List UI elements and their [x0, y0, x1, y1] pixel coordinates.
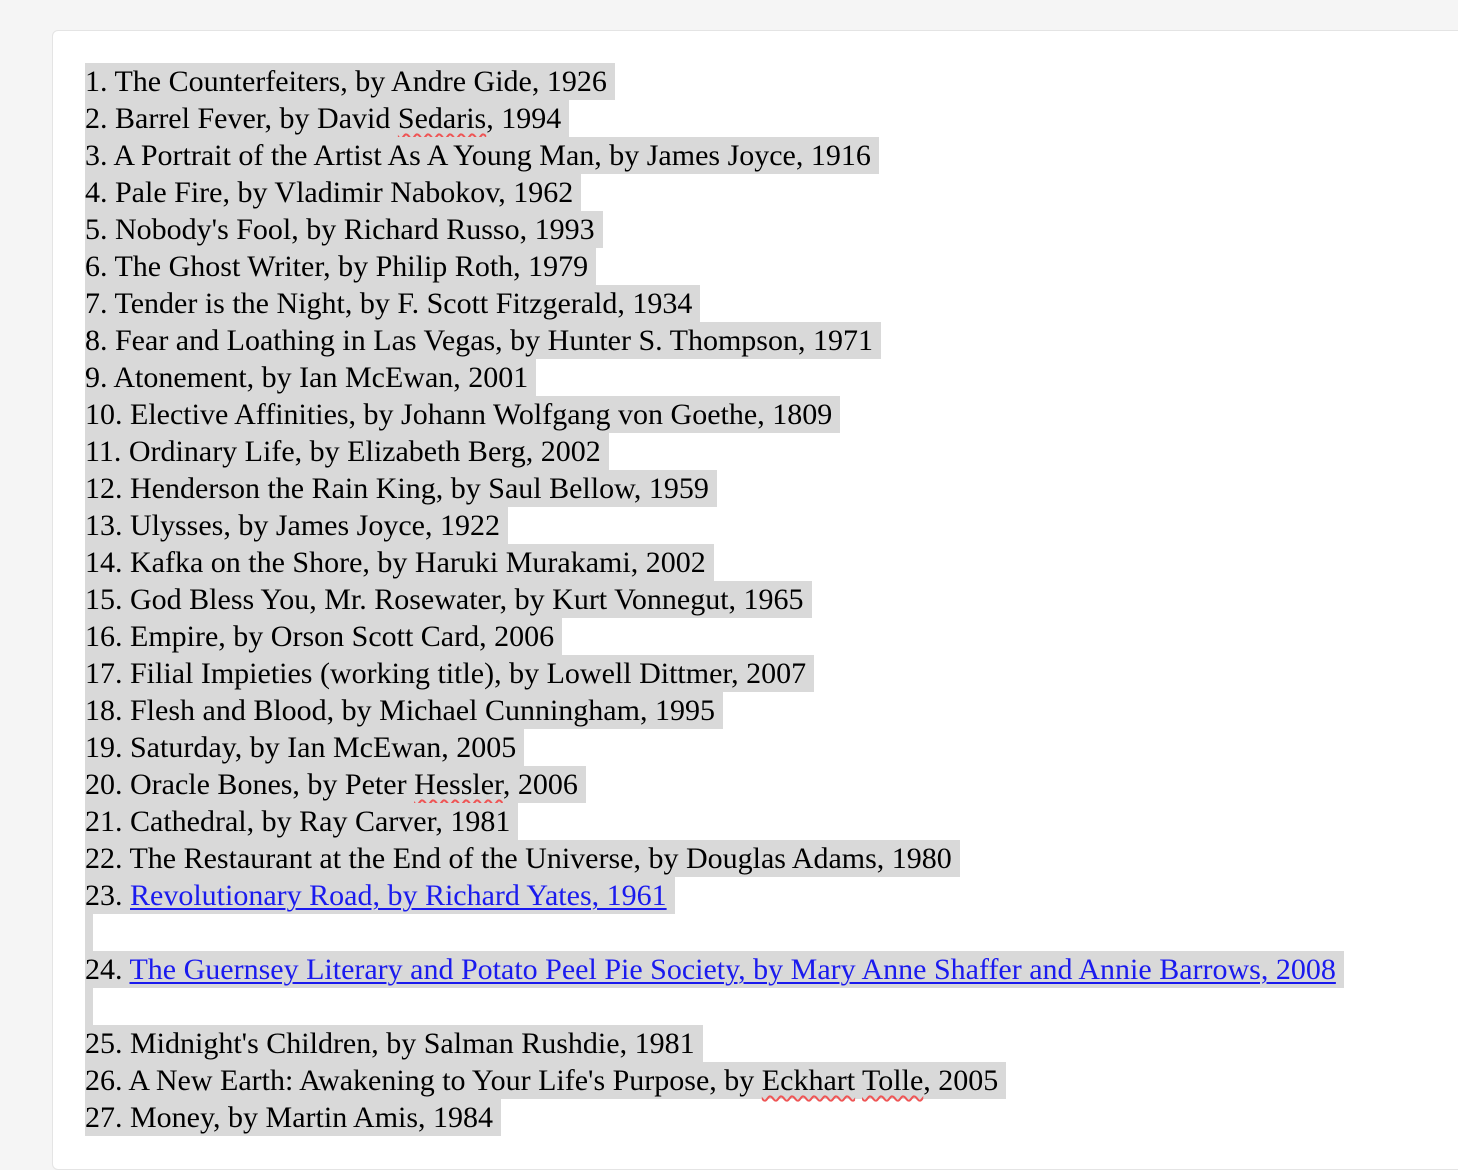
item-text: Empire, by Orson Scott Card, 2006 — [130, 620, 555, 653]
list-item — [85, 211, 1344, 248]
item-number: 9. — [85, 361, 108, 394]
list-item — [85, 618, 1344, 655]
item-number: 14. — [85, 546, 123, 579]
item-text: Oracle Bones, by Peter — [130, 768, 415, 801]
item-text: The Restaurant at the End of the Universe, by Douglas Adams, 1980 — [129, 842, 952, 875]
misspelled-word[interactable]: Sedaris — [397, 102, 487, 135]
item-text: , 1994 — [486, 102, 562, 135]
item-text: Filial Impieties (working title), by Lowell Dittmer, 2007 — [130, 657, 807, 690]
item-number: 17. — [85, 657, 123, 690]
item-number: 10. — [85, 398, 123, 431]
list-item — [85, 470, 1344, 507]
item-text: The Ghost Writer, by Philip Roth, 1979 — [114, 250, 589, 283]
blank-line — [85, 914, 1344, 951]
item-text: Kafka on the Shore, by Haruki Murakami, 2002 — [130, 546, 706, 579]
list-item — [85, 766, 1344, 803]
misspelled-word[interactable]: Tolle — [862, 1064, 924, 1097]
list-item — [85, 692, 1344, 729]
list-item — [85, 433, 1344, 470]
book-list[interactable] — [85, 63, 1344, 1136]
item-number: 24. — [85, 953, 123, 986]
item-number: 15. — [85, 583, 123, 616]
misspelled-word[interactable]: Eckhart — [761, 1064, 856, 1097]
book-link-revolutionary-road[interactable]: Revolutionary Road, by Richard Yates, 1961 — [130, 879, 667, 912]
misspelled-word[interactable]: Hessler — [414, 768, 503, 801]
item-text: Atonement, by Ian McEwan, 2001 — [113, 361, 529, 394]
list-item — [85, 322, 1344, 359]
item-text: , 2006 — [502, 768, 578, 801]
item-text: Ulysses, by James Joyce, 1922 — [130, 509, 500, 542]
item-text: Saturday, by Ian McEwan, 2005 — [130, 731, 517, 764]
list-item — [85, 729, 1344, 766]
list-item — [85, 507, 1344, 544]
item-text: Barrel Fever, by David — [115, 102, 398, 135]
item-text — [855, 1064, 862, 1097]
list-item — [85, 174, 1344, 211]
list-item — [85, 544, 1344, 581]
list-item — [85, 359, 1344, 396]
document-editor[interactable] — [52, 30, 1458, 1170]
item-text: Fear and Loathing in Las Vegas, by Hunter S. Thompson, 1971 — [115, 324, 873, 357]
list-item — [85, 137, 1344, 174]
item-number: 19. — [85, 731, 123, 764]
item-number: 4. — [85, 176, 108, 209]
item-number: 11. — [85, 435, 122, 468]
list-item — [85, 285, 1344, 322]
item-text: Midnight's Children, by Salman Rushdie, 1981 — [130, 1027, 695, 1060]
item-number: 12. — [85, 472, 123, 505]
item-text: , 2005 — [923, 1064, 999, 1097]
list-item — [85, 248, 1344, 285]
item-number: 22. — [85, 842, 123, 875]
list-item — [85, 100, 1344, 137]
item-number: 13. — [85, 509, 123, 542]
item-text: Tender is the Night, by F. Scott Fitzgerald, 1934 — [114, 287, 693, 320]
item-number: 25. — [85, 1027, 123, 1060]
list-item — [85, 1025, 1344, 1062]
item-number: 7. — [85, 287, 108, 320]
list-item — [85, 877, 1344, 914]
item-text: A Portrait of the Artist As A Young Man, by James Joyce, 1916 — [113, 139, 871, 172]
item-number: 6. — [85, 250, 108, 283]
item-text: God Bless You, Mr. Rosewater, by Kurt Vonnegut, 1965 — [130, 583, 804, 616]
item-number: 16. — [85, 620, 123, 653]
item-number: 1. — [85, 65, 108, 98]
item-number: 26. — [85, 1064, 123, 1097]
item-text: Pale Fire, by Vladimir Nabokov, 1962 — [115, 176, 574, 209]
list-item — [85, 840, 1344, 877]
item-number: 18. — [85, 694, 123, 727]
item-number: 2. — [85, 102, 108, 135]
list-item — [85, 951, 1344, 988]
item-number: 5. — [85, 213, 108, 246]
list-item — [85, 396, 1344, 433]
list-item — [85, 1062, 1344, 1099]
item-text: Money, by Martin Amis, 1984 — [130, 1101, 494, 1134]
item-text: Flesh and Blood, by Michael Cunningham, 1995 — [130, 694, 715, 727]
item-text: Ordinary Life, by Elizabeth Berg, 2002 — [128, 435, 601, 468]
item-text: Elective Affinities, by Johann Wolfgang von Goethe, 1809 — [130, 398, 833, 431]
item-text: Henderson the Rain King, by Saul Bellow, 1959 — [130, 472, 709, 505]
item-number: 21. — [85, 805, 123, 838]
blank-line — [85, 988, 1344, 1025]
list-item — [85, 63, 1344, 100]
item-text: Nobody's Fool, by Richard Russo, 1993 — [115, 213, 595, 246]
item-text: The Counterfeiters, by Andre Gide, 1926 — [114, 65, 607, 98]
item-number: 8. — [85, 324, 108, 357]
item-text: A New Earth: Awakening to Your Life's Purpose, by — [128, 1064, 762, 1097]
book-link-guernsey-society[interactable]: The Guernsey Literary and Potato Peel Pie Society, by Mary Anne Shaffer and Annie Barrows, 2008 — [129, 953, 1336, 986]
list-item — [85, 581, 1344, 618]
item-number: 20. — [85, 768, 123, 801]
item-number: 3. — [85, 139, 108, 172]
list-item — [85, 1099, 1344, 1136]
item-number: 27. — [85, 1101, 123, 1134]
list-item — [85, 655, 1344, 692]
item-number: 23. — [85, 879, 123, 912]
list-item — [85, 803, 1344, 840]
item-text: Cathedral, by Ray Carver, 1981 — [130, 805, 511, 838]
